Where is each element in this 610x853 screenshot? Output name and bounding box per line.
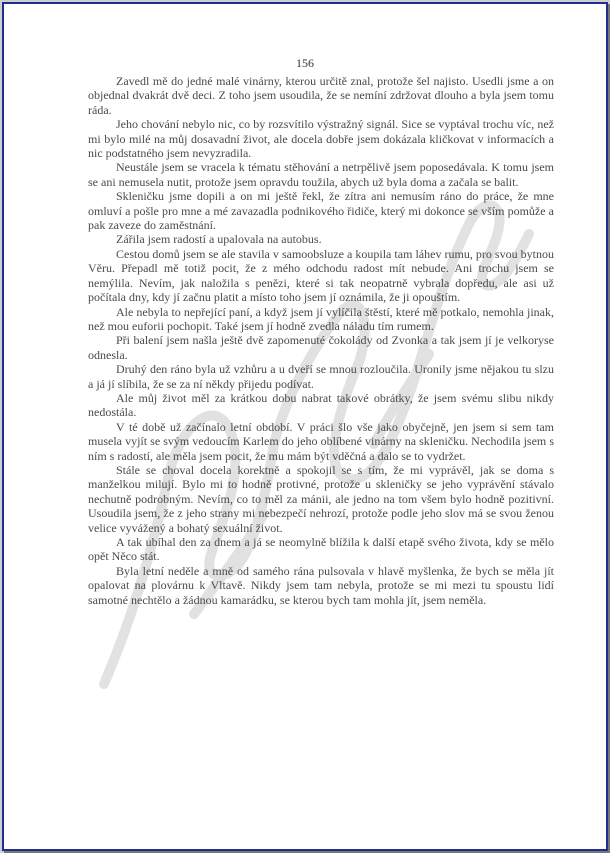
paragraph: Ale můj život měl za krátkou dobu nabrat takové obrátky, že jsem svému slibu nikdy nedostála.	[88, 390, 554, 420]
paragraph: Cestou domů jsem se ale stavila v samoobsluze a koupila tam láhev rumu, pro svou bytnou Věru. Přepadl mě totiž pocit, že z mého odchodu radost mít nebude. Ani trochu jsem se nemýlila. Nevím, jak naložila s penězi, které si tak neopatrně vybrala dopředu, ale asi už počítala dny, kdy jí začnu platit a místo toho jsem jí oznámila, že ji opouštím.	[88, 246, 554, 305]
paragraph: Zářila jsem radostí a upalovala na autobus.	[116, 232, 322, 247]
paragraph: Jeho chování nebylo nic, co by rozsvítilo výstražný signál. Sice se vyptával trochu víc, než mi bylo milé na můj dosavadní život, ale docela dobře jsem dokázala kličkovat v informacích a nic podstatného jsem nevyzradila.	[88, 117, 554, 161]
body-text	[88, 74, 554, 607]
paragraph: Neustále jsem se vracela k tématu stěhování a netrpělivě jsem poposedávala. K tomu jsem se ani nemusela nutit, protože jsem opravdu toužila, abych už byla doma a začala se balit.	[88, 160, 554, 189]
paragraph: V té době už začínalo letní období. V práci šlo vše jako obyčejně, jen jsem si sem tam musela vyjít se svým vedoucím Karlem do jeho oblíbené vinárny na skleničku. Nechodila jsem s ním s radostí, ale měla jsem pocit, že mu mám být vděčná a dalo se to vydržet.	[88, 419, 554, 463]
paragraph: Ale nebyla to nepřející paní, a když jsem jí vylíčila štěstí, které mě potkalo, nemohla jinak, než mou euforii pochopit. Také jsem jí hodně zvedla náladu tím rumem.	[88, 304, 554, 333]
paragraph: Stále se choval docela korektně a spokojil se s tím, že mi vyprávěl, jak se doma s manželkou milují. Bylo mi to hodně protivné, protože u skleničky se jeho vyprávění stávalo nechutně podrobným. Nevím, co to měl za mánii, ale jedno na tom všem bylo hodně pozitivní. Usoudila jsem, že z jeho strany mi nebezpečí nehrozí, protože podle jeho slov má se svou ženou velice vyvážený a bohatý sexuální život.	[88, 462, 554, 535]
paragraph: Byla letní neděle a mně od samého rána pulsovala v hlavě myšlenka, že bych se měla jít opalovat na plovárnu k Vltavě. Nikdy jsem tam nebyla, protože se mi mezi tu spoustu lidí samotné nechtělo a žádnou kamarádku, se kterou bych tam mohla jít, jsem neměla.	[88, 563, 554, 607]
paragraph: Při balení jsem našla ještě dvě zapomenuté čokolády od Zvonka a tak jsem jí je velkoryse odnesla.	[88, 333, 554, 362]
paragraph: Zavedl mě do jedné malé vinárny, kterou určitě znal, protože šel najisto. Usedli jsme a on objednal dvakrát dvě deci. Z toho jsem usoudila, že se nemíní zdržovat dlouho a byla jsem tomu ráda.	[88, 74, 554, 117]
paragraph: Skleničku jsme dopili a on mi ještě řekl, že zítra ani nemusím ráno do práce, že mne omluví a pošle pro mne a mé zavazadla podnikového řidiče, který mi dokonce se vším pomůže a pak zaveze do zaměstnání.	[88, 189, 554, 233]
page-number: 156	[296, 56, 314, 70]
paragraph: Druhý den ráno byla už vzhůru a u dveří se mnou rozloučila. Uronily jsme nějakou tu slzu a já jí slíbila, že se za ní někdy přijedu podívat.	[88, 362, 554, 391]
paragraph: A tak ubíhal den za dnem a já se neomylně blížila k další etapě svého života, kdy se mělo opět Něco stát.	[88, 535, 554, 564]
page	[2, 2, 608, 851]
